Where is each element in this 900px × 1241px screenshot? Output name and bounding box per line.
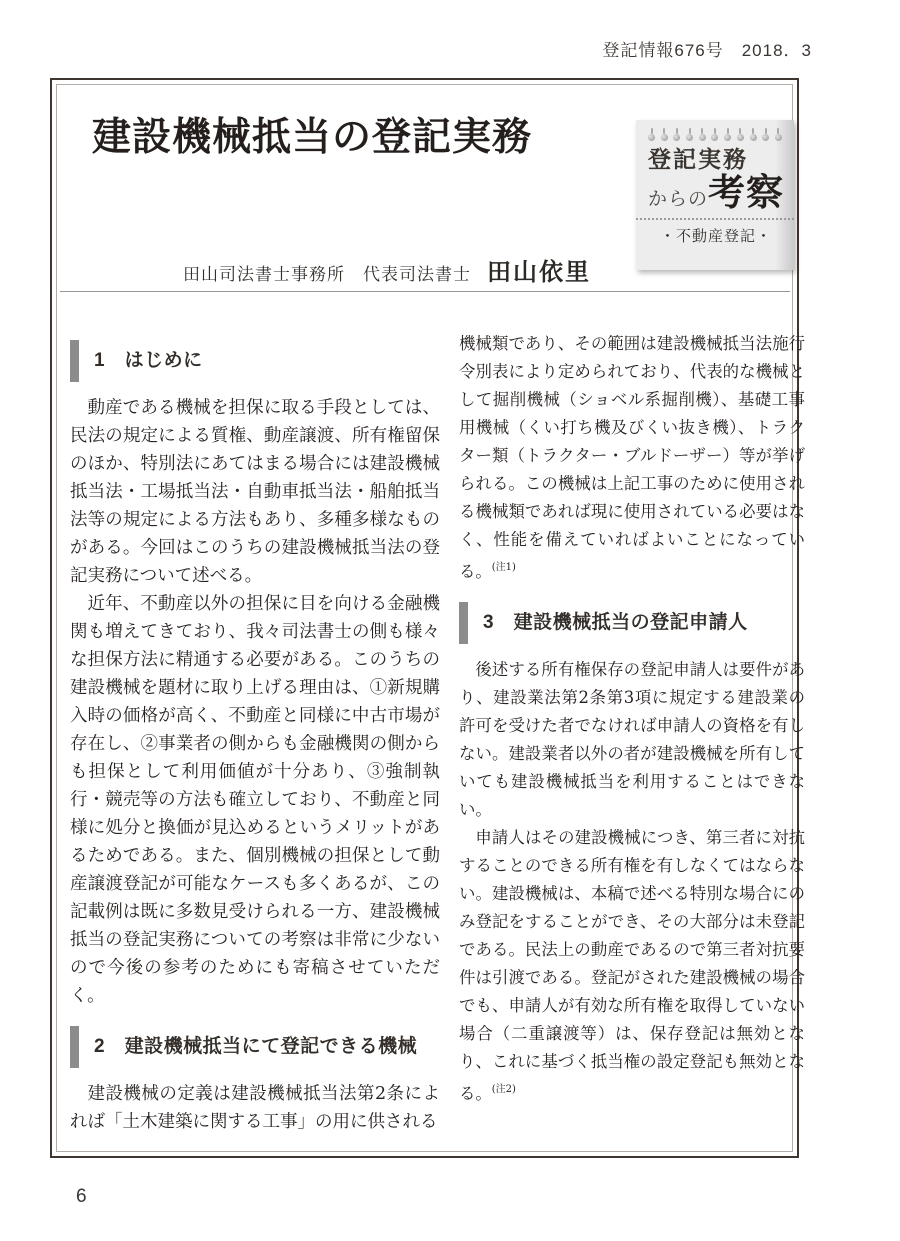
binder-hole-icon bbox=[699, 128, 706, 141]
paragraph: 建設機械の定義は建設機械抵当法第2条によれば「土木建築に関する工事」の用に供される bbox=[70, 1084, 440, 1132]
paragraph bbox=[459, 330, 805, 586]
author-affiliation: 田山司法書士事務所 代表司法書士 bbox=[183, 265, 471, 284]
section-number: 3 bbox=[483, 612, 494, 633]
badge-category-label: ・不動産登記・ bbox=[659, 228, 772, 246]
journal-issue-header: 登記情報676号 2018．3 bbox=[602, 41, 812, 60]
paragraph bbox=[459, 824, 805, 1108]
section-bar-icon bbox=[459, 602, 468, 644]
series-badge bbox=[636, 120, 794, 270]
section-title: はじめに bbox=[124, 350, 203, 371]
paragraph-text: 申請人はその建設機械につき、第三者に対抗することのできる所有権を有しなくてはならない。建設機械は、本稿で述べる特別な場合にのみ登記をすることができ、その大部分は未登記である。民法上の動産であるので第三者対抗要件は引渡である。登記がされた建設機械の場合でも、申請人が有効な所有権を取得していない場合（二重譲渡等）は、保存登記は無効となり、これに基づく抵当権の設定登記も無効となる。 bbox=[459, 828, 805, 1103]
binder-hole-icon bbox=[686, 128, 693, 141]
paragraph: 後述する所有権保存の登記申請人は要件があり、建設業法第2条第3項に規定する建設業の許可を受けた者でなければ申請人の資格を有しない。建設業者以外の者が建設機械を所有していても建設機械抵当を利用することはできない。 bbox=[459, 660, 805, 819]
binder-hole-icon bbox=[737, 128, 744, 141]
section-number: 2 bbox=[94, 1036, 105, 1057]
author-name: 田山依里 bbox=[487, 259, 591, 286]
badge-dotted-divider bbox=[636, 218, 794, 220]
binder-hole-icon bbox=[673, 128, 680, 141]
footnote-ref: (注2) bbox=[491, 1084, 516, 1095]
binder-hole-icon bbox=[775, 128, 782, 141]
section-heading-3 bbox=[459, 602, 805, 644]
author-divider-rule bbox=[60, 291, 790, 292]
author-line bbox=[183, 252, 591, 287]
article-title: 建設機械抵当の登記実務 bbox=[92, 114, 533, 160]
section-heading-2 bbox=[70, 1026, 440, 1068]
binder-hole-icon bbox=[661, 128, 668, 141]
section-title: 建設機械抵当の登記申請人 bbox=[513, 612, 748, 633]
section-number: 1 bbox=[94, 350, 105, 371]
binder-hole-icon bbox=[648, 128, 655, 141]
badge-series-title: 登記実務 bbox=[648, 146, 748, 172]
right-column bbox=[459, 330, 805, 1108]
section-bar-icon bbox=[70, 1026, 79, 1068]
footnote-ref: (注1) bbox=[491, 562, 516, 573]
badge-subtitle-emphasis: 考察 bbox=[708, 170, 785, 215]
section-title: 建設機械抵当にて登記できる機械 bbox=[124, 1036, 418, 1057]
left-column bbox=[70, 336, 440, 1136]
page-number: 6 bbox=[76, 1186, 87, 1207]
binder-hole-icon bbox=[762, 128, 769, 141]
section-bar-icon bbox=[70, 340, 79, 382]
paragraph-text: 機械類であり、その範囲は建設機械抵当法施行令別表により定められており、代表的な機械として掘削機械（ショベル系掘削機）、基礎工事用機械（くい打ち機及びくい抜き機）、トラクター類（トラクター・ブルドーザー）等が挙げられる。この機械は上記工事のために使用される機械類であれば現に使用されている必要はなく、性能を備えていればよいことになっている。 bbox=[459, 334, 805, 581]
paragraph: 動産である機械を担保に取る手段としては、民法の規定による質権、動産譲渡、所有権留保のほか、特別法にあてはまる場合には建設機械抵当法・工場抵当法・自動車抵当法・船舶抵当法等の規定による方法もあり、多種多様なものがある。今回はこのうちの建設機械抵当法の登記実務について述べる。 bbox=[70, 398, 440, 586]
binder-hole-icon bbox=[711, 128, 718, 141]
binder-hole-icon bbox=[750, 128, 757, 141]
binder-holes-icon bbox=[648, 128, 782, 141]
paragraph: 近年、不動産以外の担保に目を向ける金融機関も増えてきており、我々司法書士の側も様々な担保方法に精通する必要がある。このうちの建設機械を題材に取り上げる理由は、①新規購入時の価格が高く、不動産と同様に中古市場が存在し、②事業者の側からも金融機関の側からも担保として利用価値が十分あり、③強制執行・競売等の方法も確立しており、不動産と同様に処分と換価が見込めるというメリットがあるためである。また、個別機械の担保として動産譲渡登記が可能なケースも多くあるが、この記載例は既に多数見受けられる一方、建設機械抵当の登記実務についての考察は非常に少ないので今後の参考のためにも寄稿させていただく。 bbox=[70, 594, 440, 1006]
badge-subtitle-prefix: からの bbox=[648, 189, 709, 211]
section-heading-1 bbox=[70, 340, 440, 382]
badge-series-subtitle bbox=[648, 170, 785, 215]
binder-hole-icon bbox=[724, 128, 731, 141]
